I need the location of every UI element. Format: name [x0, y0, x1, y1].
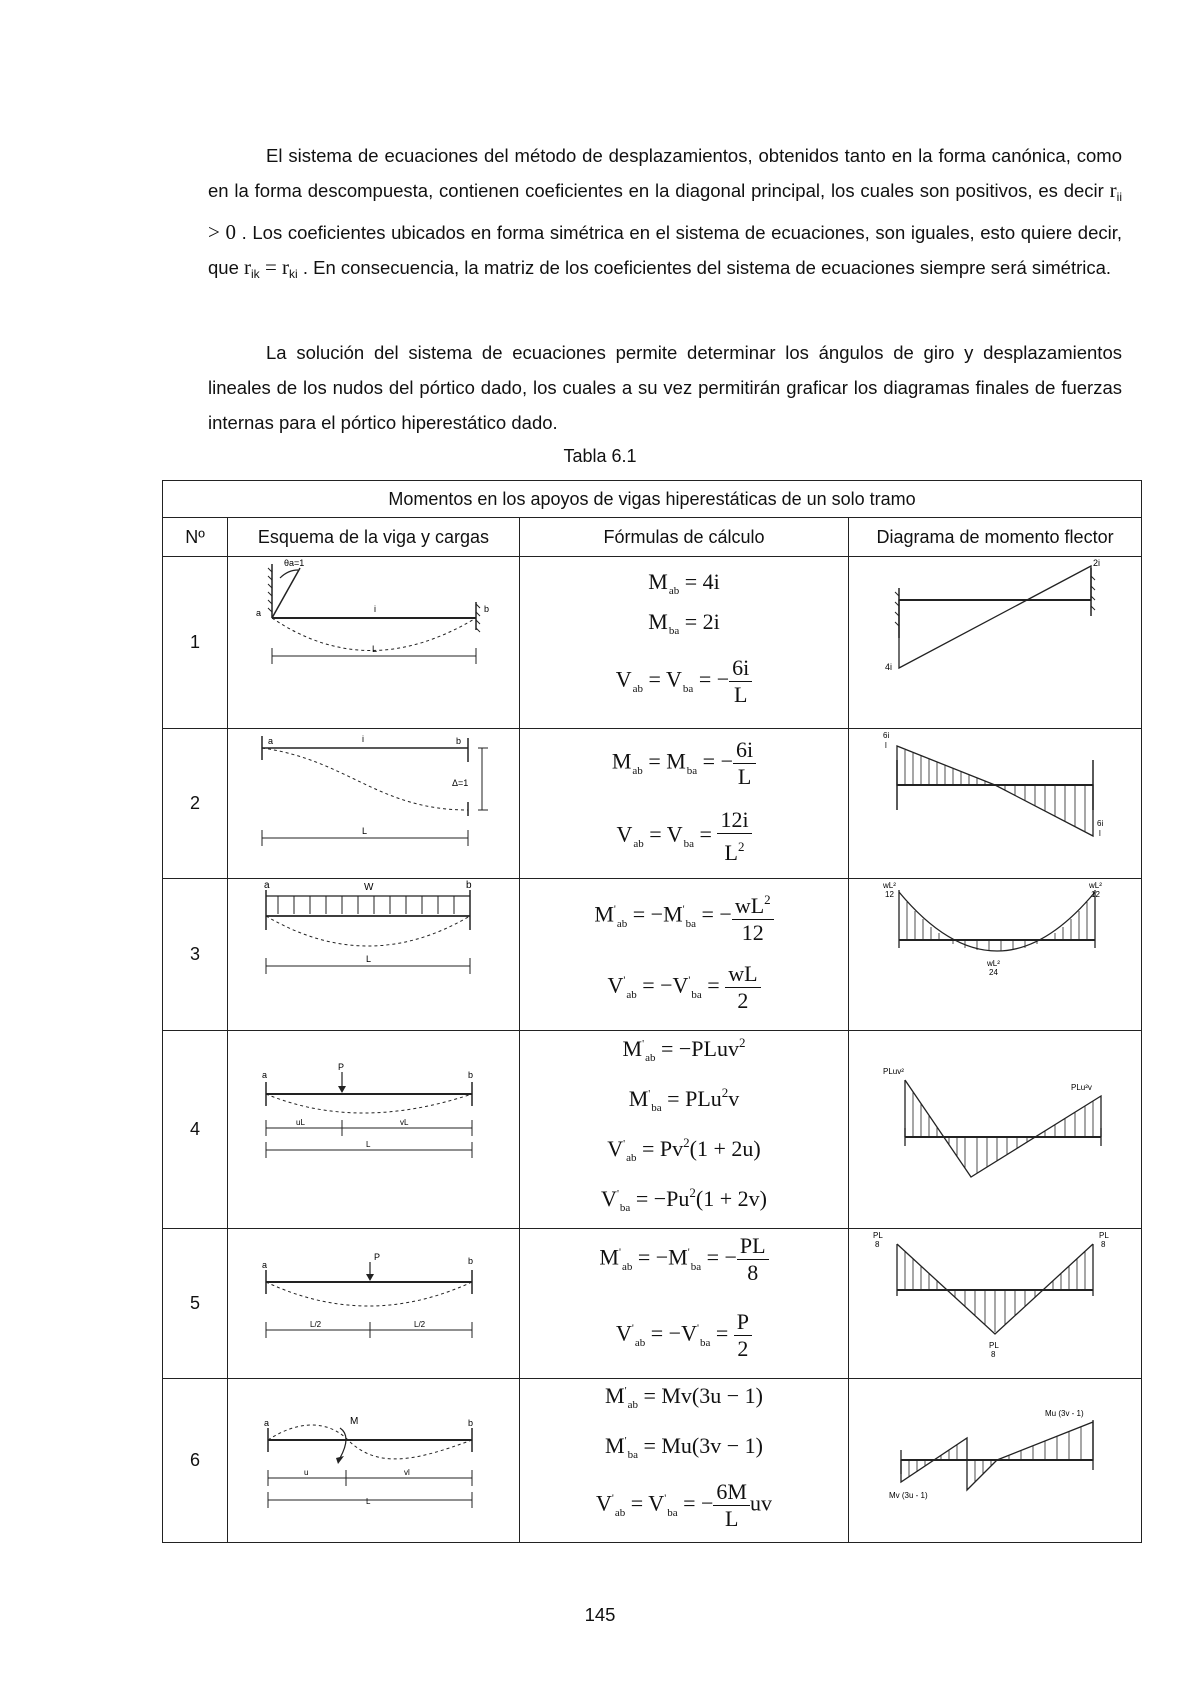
label-b: b [468, 1069, 474, 1080]
beam-schema-3 [228, 879, 520, 1031]
row-number: 3 [163, 879, 228, 1031]
formula-cell-5 [520, 1229, 849, 1379]
beam-schema-6-drawing [228, 1380, 518, 1542]
table-row [163, 729, 1142, 879]
beam-schema-6 [228, 1379, 520, 1543]
formula-Vab: $V'_{ab} = Pv^2(1 + 2u)$ [607, 1135, 761, 1164]
label-a: a [264, 1417, 270, 1428]
table-caption: Tabla 6.1 [563, 446, 637, 466]
label-theta: θa=1 [284, 557, 305, 568]
formula-M: $M'_{ab} = -M'_{ba}$ = − $\frac{wL^2}{12}$ [520, 887, 848, 946]
moment-diagram-5 [849, 1229, 1142, 1379]
label-P: P [338, 1061, 345, 1072]
beam-schema-3-drawing [228, 880, 518, 1030]
beam-schema-5-drawing [228, 1230, 518, 1378]
header-schema: Esquema de la viga y cargas [228, 518, 520, 557]
diagram-label-right-num: wL² [1089, 880, 1102, 890]
moment-diagram-2 [849, 729, 1142, 879]
diagram-label-right: 2i [1093, 557, 1101, 568]
label-L: L [366, 1139, 371, 1149]
beam-schema-1-drawing [228, 558, 518, 728]
table-title: Momentos en los apoyos de vigas hiperestáticas de un solo tramo [163, 481, 1142, 518]
row-number: 2 [163, 729, 228, 879]
label-L: L [362, 825, 368, 836]
moment-diagram-3 [849, 879, 1142, 1031]
formula-Mba: $M'_{ba} = PLu^2v$ [628, 1085, 740, 1114]
diagram-label-right-num: 6i [1097, 818, 1104, 828]
formula-V: $V_{ab} = V_{ba}$ = − $\frac{6i}{L}$ [520, 655, 848, 708]
label-a: a [262, 1259, 268, 1270]
diagram-label-right-den: l [1099, 828, 1101, 838]
table-row [163, 557, 1142, 729]
table-row [163, 1379, 1142, 1543]
formula-cell-6 [520, 1379, 849, 1543]
moment-diagram-4 [849, 1031, 1142, 1229]
label-b: b [484, 603, 490, 614]
diagram-label-left-den: l [885, 740, 887, 750]
table-row [163, 879, 1142, 1031]
formula-M: $M_{ab} = M_{ba}$ = − $\frac{6i}{L}$ [520, 737, 848, 790]
formula-Mba: $M_{ba} = 2i$ [648, 609, 720, 637]
page-number: 145 [584, 1604, 616, 1625]
diagram-label-left: Mv (3u - 1) [889, 1490, 928, 1500]
diagram-label-right: Mu (3v - 1) [1045, 1408, 1084, 1418]
label-vL: vL [400, 1117, 409, 1127]
label-i: i [362, 733, 364, 744]
diagram-label-left-den: 12 [885, 889, 894, 899]
formula-Mba: $M'_{ba} = Mu(3v - 1)$ [605, 1433, 763, 1461]
header-diagram: Diagrama de momento flector [849, 518, 1142, 557]
row-number: 1 [163, 557, 228, 729]
formula-Mab: $M'_{ab}$ = −PLuv$^2$ [622, 1035, 746, 1064]
formula-V: $V'_{ab} = -V'_{ba}$ = $\frac{wL}{2}$ [520, 961, 848, 1014]
moment-diagram-1 [849, 557, 1142, 729]
moment-diagram-6 [849, 1379, 1142, 1543]
moment-diagram-1-drawing [849, 558, 1140, 728]
label-delta: Δ=1 [452, 777, 469, 788]
table-header-row [163, 518, 1142, 557]
diagram-label-mid-num: PL [989, 1340, 999, 1350]
diagram-label-left-num: wL² [883, 880, 896, 890]
formula-M: $M'_{ab} = -M'_{ba}$ = − $\frac{PL}{8}$ [520, 1233, 848, 1286]
row-number: 5 [163, 1229, 228, 1379]
beam-schema-2 [228, 729, 520, 879]
formula-V: $V'_{ab} = -V'_{ba}$ = $\frac{P}{2}$ [520, 1309, 848, 1362]
diagram-label-mid-den: 24 [989, 967, 998, 977]
formula-V: $V_{ab} = V_{ba}$ = $\frac{12i}{L^2}$ [520, 807, 848, 866]
row-number: 6 [163, 1379, 228, 1543]
diagram-label-right-den: 8 [1101, 1239, 1106, 1249]
formula-Mab: $M_{ab} = 4i$ [648, 569, 720, 597]
moment-diagram-5-drawing [849, 1230, 1140, 1378]
moments-table [162, 480, 1142, 1543]
formula-cell-1 [520, 557, 849, 729]
label-half2: L/2 [414, 1319, 426, 1329]
diagram-label-left: 4i [885, 661, 893, 672]
label-M: M [350, 1415, 359, 1427]
label-half1: L/2 [310, 1319, 322, 1329]
label-a: a [262, 1069, 268, 1080]
formula-cell-2 [520, 729, 849, 879]
label-u: u [304, 1467, 309, 1477]
diagram-label-mid-num: wL² [987, 958, 1000, 968]
diagram-label-mid-den: 8 [991, 1349, 996, 1359]
formula-Vba: $V'_{ba} = -Pu^2(1 + 2v)$ [601, 1185, 767, 1214]
formula-Mab: $M'_{ab} = Mv(3u - 1)$ [605, 1383, 763, 1411]
moment-diagram-3-drawing [849, 880, 1140, 1030]
label-b: b [466, 879, 472, 891]
beam-schema-4 [228, 1031, 520, 1229]
label-uL: uL [296, 1117, 305, 1127]
label-b: b [456, 735, 462, 746]
header-formulas: Fórmulas de cálculo [520, 518, 849, 557]
paragraph-1: El sistema de ecuaciones del método de desplazamientos, obtenidos tanto en la forma canónica, como en la forma descompuesta, contienen coeficientes en la diagonal principal, los cuales son positivos, es decir $r_{ii} > 0$ . Los coeficientes ubicados en forma simétrica en el sistema de ecuaciones, son iguales, esto quiere decir, que $r_{ik} = r_{ki}$ . En consecuencia, la matriz de los coeficientes del sistema de ecuaciones siempre será simétrica. [208, 145, 1123, 281]
label-a: a [256, 607, 262, 618]
diagram-label-left: PLuv² [883, 1066, 904, 1076]
label-L: L [366, 1496, 371, 1506]
moment-diagram-4-drawing [849, 1032, 1140, 1228]
moment-diagram-6-drawing [849, 1380, 1140, 1542]
beam-schema-4-drawing [228, 1032, 518, 1228]
label-vl: vl [404, 1467, 410, 1477]
formula-cell-4 [520, 1031, 849, 1229]
diagram-label-right: PLu²v [1071, 1082, 1092, 1092]
table-row [163, 1229, 1142, 1379]
label-L: L [366, 953, 372, 964]
label-L: L [372, 643, 378, 654]
diagram-label-right-den: 12 [1091, 889, 1100, 899]
label-P: P [374, 1251, 381, 1262]
formula-V: $V'_{ab} = V'_{ba}$ = − $\frac{6M}{L}$ uv [596, 1479, 772, 1531]
label-b: b [468, 1255, 474, 1266]
table-row [163, 1031, 1142, 1229]
beam-schema-5 [228, 1229, 520, 1379]
diagram-label-left-num: PL [873, 1230, 883, 1240]
formula-cell-3 [520, 879, 849, 1031]
label-a: a [264, 879, 270, 891]
row-number: 4 [163, 1031, 228, 1229]
diagram-label-left-den: 8 [875, 1239, 880, 1249]
paragraph-2: La solución del sistema de ecuaciones permite determinar los ángulos de giro y desplazamientos lineales de los nudos del pórtico dado, los cuales a su vez permitirán graficar los diagramas finales de fuerzas internas para el pórtico hiperestático dado. [208, 342, 1122, 433]
moment-diagram-2-drawing [849, 730, 1140, 878]
label-b: b [468, 1417, 474, 1428]
diagram-label-right-num: PL [1099, 1230, 1109, 1240]
label-i: i [374, 603, 376, 614]
beam-schema-1 [228, 557, 520, 729]
beam-schema-2-drawing [228, 730, 518, 878]
header-number: Nº [163, 518, 228, 557]
label-a: a [268, 735, 274, 746]
diagram-label-left-num: 6i [883, 730, 890, 740]
label-w: W [364, 881, 374, 893]
